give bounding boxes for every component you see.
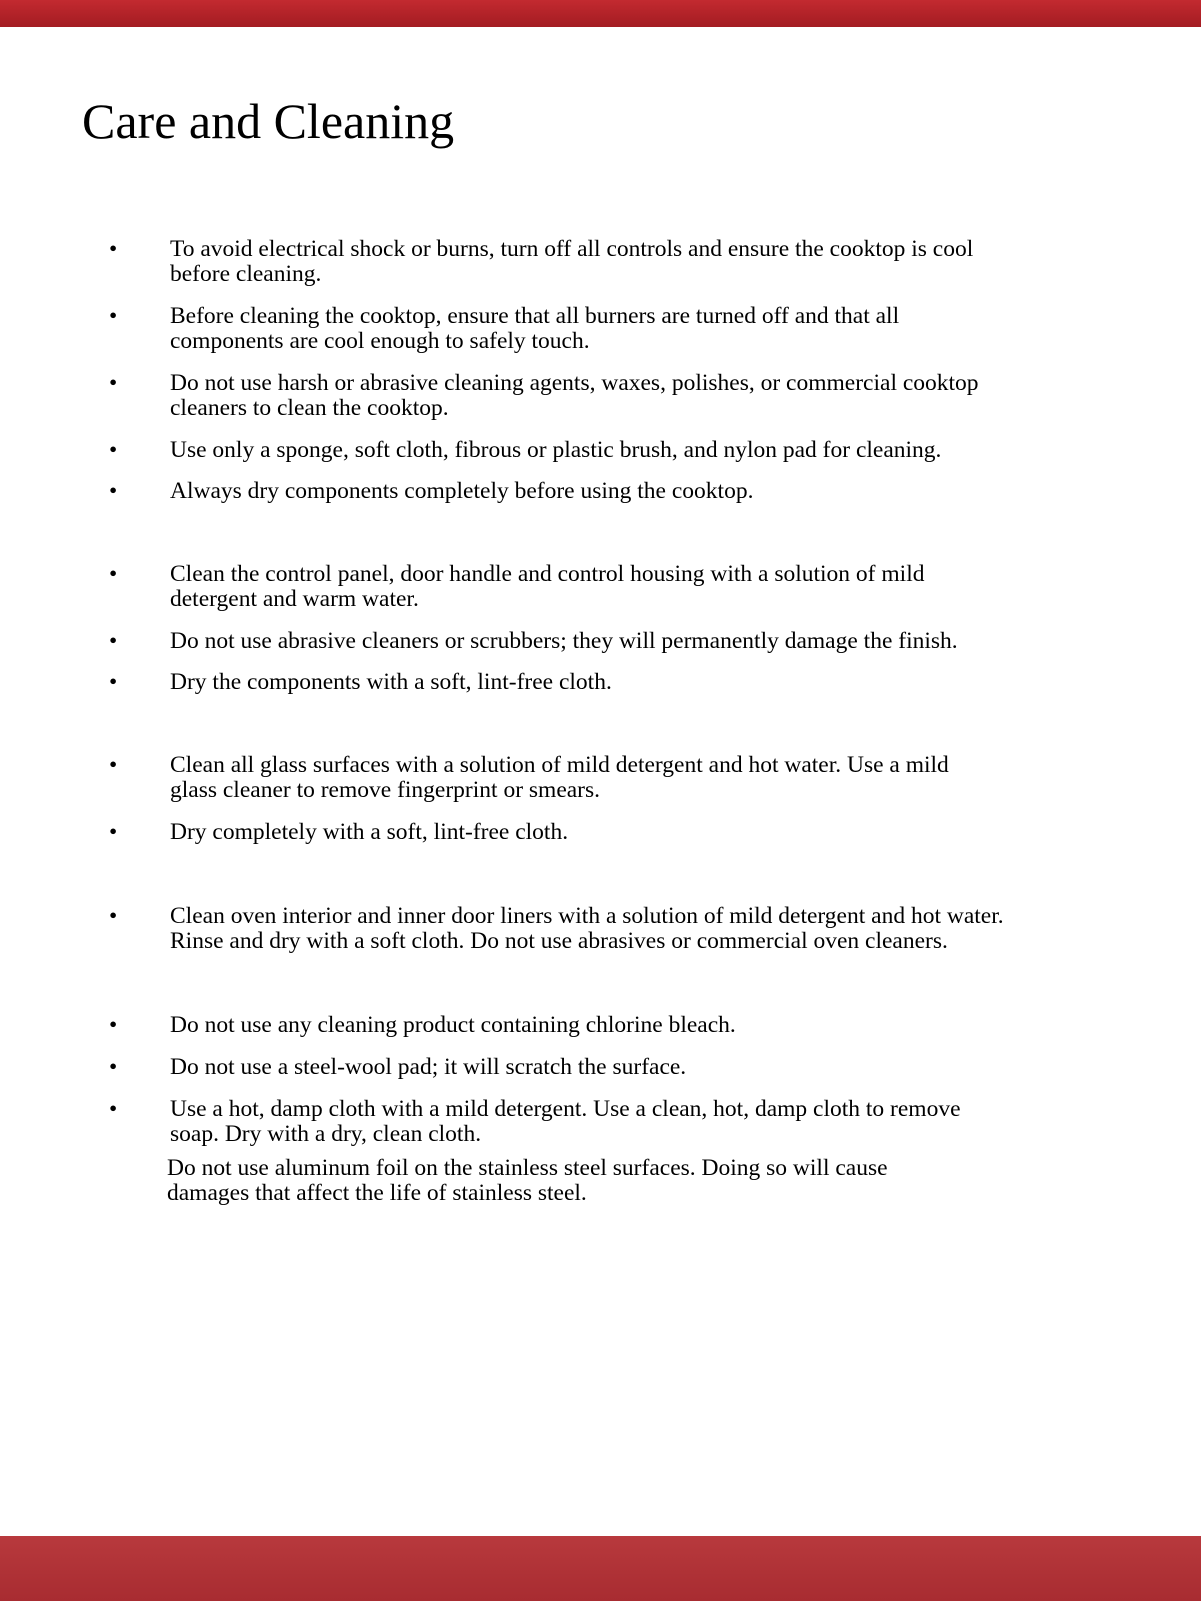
bullet-icon: • <box>109 303 118 329</box>
page-title: Care and Cleaning <box>82 93 455 149</box>
item-9-line-2: glass cleaner to remove fingerprint or smears. <box>170 777 601 803</box>
item-14-line-2: soap. Dry with a dry, clean cloth. <box>170 1121 482 1147</box>
item-7-line-1: Do not use abrasive cleaners or scrubbers; they will permanently damage the finish. <box>170 628 958 654</box>
item-5-line-1: Always dry components completely before using the cooktop. <box>170 478 754 504</box>
item-6-line-2: detergent and warm water. <box>170 586 419 612</box>
bullet-icon: • <box>109 370 118 396</box>
bullet-icon: • <box>109 1054 118 1080</box>
item-3-line-1: Do not use harsh or abrasive cleaning agents, waxes, polishes, or commercial cooktop <box>170 370 979 396</box>
item-11-line-1: Clean oven interior and inner door liners with a solution of mild detergent and hot water. <box>170 903 1004 929</box>
item-9-line-1: Clean all glass surfaces with a solution of mild detergent and hot water. Use a mild <box>170 752 949 778</box>
bottom-red-band <box>0 1536 1201 1601</box>
item-2-line-2: components are cool enough to safely touch. <box>170 328 590 354</box>
item-1-line-1: To avoid electrical shock or burns, turn off all controls and ensure the cooktop is cool <box>170 236 974 262</box>
item-13-line-1: Do not use a steel-wool pad; it will scratch the surface. <box>170 1054 687 1080</box>
note-line-1: Do not use aluminum foil on the stainless steel surfaces. Doing so will cause <box>167 1155 888 1181</box>
bullet-icon: • <box>109 628 118 654</box>
item-6-line-1: Clean the control panel, door handle and control housing with a solution of mild <box>170 561 925 587</box>
item-2-line-1: Before cleaning the cooktop, ensure that all burners are turned off and that all <box>170 303 900 329</box>
bullet-icon: • <box>109 437 118 463</box>
item-12-line-1: Do not use any cleaning product containing chlorine bleach. <box>170 1012 736 1038</box>
stainless-steel-note <box>167 1156 1167 1206</box>
item-8-line-1: Dry the components with a soft, lint-free cloth. <box>170 669 612 695</box>
item-1-line-2: before cleaning. <box>170 261 322 287</box>
bullet-icon: • <box>109 669 118 695</box>
item-14-line-1: Use a hot, damp cloth with a mild detergent. Use a clean, hot, damp cloth to remove <box>170 1096 961 1122</box>
note-line-2: damages that affect the life of stainless steel. <box>167 1180 587 1206</box>
bullet-icon: • <box>109 236 118 262</box>
bullet-icon: • <box>109 819 118 845</box>
item-4-line-1: Use only a sponge, soft cloth, fibrous or plastic brush, and nylon pad for cleaning. <box>170 437 942 463</box>
bullet-icon: • <box>109 478 118 504</box>
item-11-line-2: Rinse and dry with a soft cloth. Do not use abrasives or commercial oven cleaners. <box>170 928 948 954</box>
bullet-icon: • <box>109 1096 118 1122</box>
item-3-line-2: cleaners to clean the cooktop. <box>170 395 449 421</box>
bullet-icon: • <box>109 903 118 929</box>
item-10-line-1: Dry completely with a soft, lint-free cloth. <box>170 819 569 845</box>
bullet-icon: • <box>109 561 118 587</box>
bullet-icon: • <box>109 752 118 778</box>
bullet-icon: • <box>109 1012 118 1038</box>
top-red-band <box>0 0 1201 27</box>
